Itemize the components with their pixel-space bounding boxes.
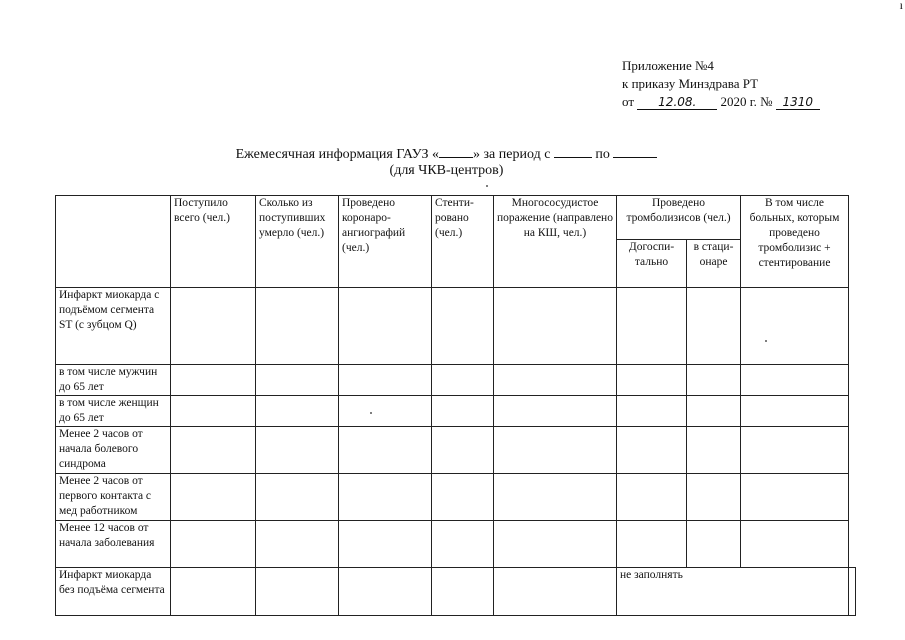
- col-died-header: Сколько из поступивших умерло (чел.): [256, 196, 339, 288]
- table-cell: [432, 568, 494, 616]
- table-cell: [256, 474, 339, 521]
- handwritten-order-number: 1310: [776, 95, 820, 110]
- table-cell: [256, 365, 339, 396]
- table-cell: [171, 568, 256, 616]
- row-label: Инфаркт миокарда без подъёма сегмента: [56, 568, 171, 616]
- do-not-fill-note: не заполнять: [617, 568, 849, 616]
- table-cell: [494, 474, 617, 521]
- report-table: [55, 195, 856, 616]
- table-cell: [339, 427, 432, 474]
- table-cell: [256, 288, 339, 365]
- table-cell: [617, 427, 687, 474]
- table-cell: [171, 365, 256, 396]
- period-to-blank: [613, 146, 657, 158]
- table-cell: [494, 521, 617, 568]
- row-label: Инфаркт миокарда с подъёмом сегмента ST (с зубцом Q): [56, 288, 171, 365]
- report-title: [0, 146, 899, 163]
- table-cell: [741, 521, 849, 568]
- table-cell: [432, 427, 494, 474]
- table-cell: [687, 521, 741, 568]
- table-cell: [687, 474, 741, 521]
- table-row: [56, 365, 856, 396]
- table-cell: [256, 521, 339, 568]
- table-cell: [741, 474, 849, 521]
- table-cell: [617, 474, 687, 521]
- report-subtitle: (для ЧКВ-центров): [389, 163, 504, 178]
- table-cell: [494, 568, 617, 616]
- table-cell: [687, 396, 741, 427]
- row-label: в том числе женщин до 65 лет: [56, 396, 171, 427]
- row-label: Менее 2 часов от начала болевого синдрома: [56, 427, 171, 474]
- period-from-blank: [554, 146, 592, 158]
- appendix-date-line: [622, 93, 820, 111]
- title-part-1: Ежемесячная информация ГАУЗ «: [235, 147, 440, 162]
- col-prehospital-header: Догоспи-тально: [617, 240, 687, 288]
- table-cell: [687, 365, 741, 396]
- table-cell: [687, 427, 741, 474]
- table-cell: [339, 521, 432, 568]
- table-cell: [171, 474, 256, 521]
- institution-blank: [439, 146, 473, 158]
- table-cell: [617, 396, 687, 427]
- table-cell: [494, 288, 617, 365]
- title-part-3: по: [595, 147, 610, 162]
- corner-mark: ı: [899, 0, 903, 12]
- col-multivessel-header: Многососудистое поражение (направлено на КШ, чел.): [494, 196, 617, 288]
- table-cell: [617, 365, 687, 396]
- table-cell: [171, 396, 256, 427]
- table-cell: [256, 568, 339, 616]
- table-cell: [432, 474, 494, 521]
- table-row: [56, 521, 856, 568]
- row-label: Менее 12 часов от начала заболевания: [56, 521, 171, 568]
- table-row: [56, 474, 856, 521]
- appendix-line-1: Приложение №4: [622, 58, 714, 73]
- table-cell: [494, 365, 617, 396]
- appendix-header: [622, 57, 820, 111]
- table-row: [56, 568, 856, 616]
- row-label: в том числе мужчин до 65 лет: [56, 365, 171, 396]
- table-cell: [171, 521, 256, 568]
- table-cell: [171, 288, 256, 365]
- col-thrombolysis-header: Проведено тромболизисов (чел.): [617, 196, 741, 240]
- table-cell: [687, 288, 741, 365]
- table-cell: [741, 365, 849, 396]
- row-label-header: [56, 196, 171, 288]
- table-cell: [494, 396, 617, 427]
- table-row: [56, 396, 856, 427]
- table-row: [56, 288, 856, 365]
- col-inhospital-header: в стаци-онаре: [687, 240, 741, 288]
- date-prefix: от: [622, 94, 635, 109]
- table-row: [56, 427, 856, 474]
- table-cell: [339, 288, 432, 365]
- table-cell: [432, 396, 494, 427]
- table-cell: [849, 568, 856, 616]
- table-cell: [432, 521, 494, 568]
- table-cell: [494, 427, 617, 474]
- table-cell: [617, 521, 687, 568]
- table-cell: [617, 288, 687, 365]
- table-cell: [339, 474, 432, 521]
- handwritten-date: 12.08.: [637, 95, 717, 110]
- scan-speck: [486, 185, 488, 187]
- table-cell: [741, 427, 849, 474]
- col-combined-header: В том числе больных, которым проведено тромболизис + стентирование: [741, 196, 849, 288]
- appendix-line-2: к приказу Минздрава РТ: [622, 76, 759, 91]
- table-cell: [741, 288, 849, 365]
- table-cell: [339, 365, 432, 396]
- table-cell: [432, 288, 494, 365]
- title-part-2: » за период с: [473, 147, 551, 162]
- order-year: 2020 г. №: [720, 94, 773, 109]
- col-admitted-header: Поступило всего (чел.): [171, 196, 256, 288]
- table-cell: [256, 396, 339, 427]
- table-cell: [171, 427, 256, 474]
- col-angiography-header: Проведено коронаро-ангиографий (чел.): [339, 196, 432, 288]
- table-cell: [339, 396, 432, 427]
- table-cell: [256, 427, 339, 474]
- table-cell: [741, 396, 849, 427]
- table-cell: [432, 365, 494, 396]
- row-label: Менее 2 часов от первого контакта с мед работником: [56, 474, 171, 521]
- col-stented-header: Стенти-ровано (чел.): [432, 196, 494, 288]
- table-cell: [339, 568, 432, 616]
